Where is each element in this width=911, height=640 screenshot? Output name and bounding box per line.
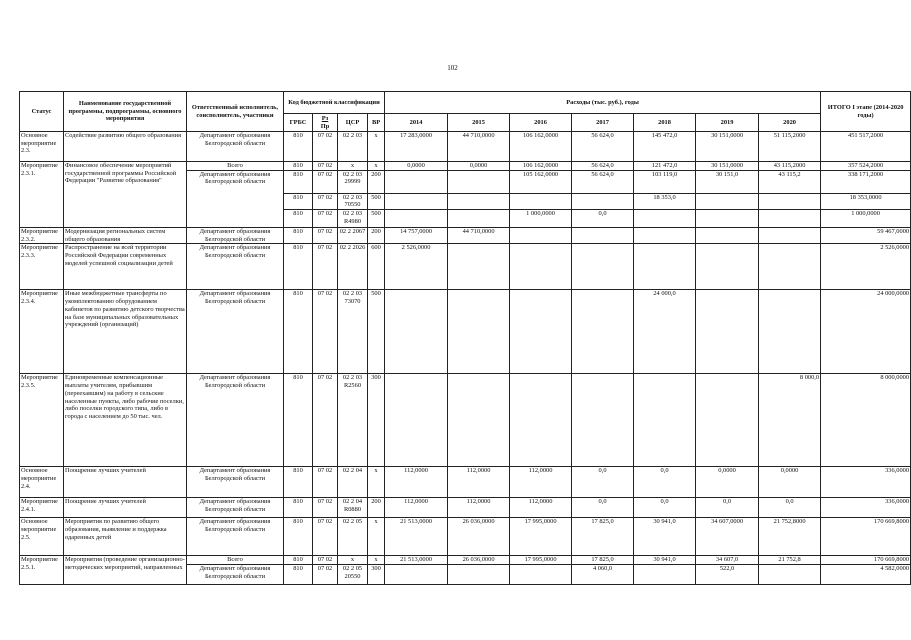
cell-name: Мероприятия по развитию общего образования, выявление и поддержка одаренных детей	[64, 518, 187, 556]
cell-grbs: 810	[284, 518, 313, 556]
cell-2017	[572, 244, 634, 290]
cell-2017: 56 624,0	[572, 132, 634, 162]
cell-total: 170 669,8000	[821, 556, 911, 565]
cell-2019	[696, 210, 759, 228]
cell-2019	[696, 228, 759, 244]
cell-csr: 02 2 03	[338, 132, 368, 162]
cell-2014: 2 526,0000	[385, 244, 448, 290]
cell-2019: 34 607,0	[696, 556, 759, 565]
cell-grbs: 810	[284, 467, 313, 498]
cell-2019: 0,0000	[696, 467, 759, 498]
cell-vr: 300	[368, 565, 385, 585]
cell-2018	[634, 565, 696, 585]
cell-2017: 0,0	[572, 467, 634, 498]
cell-grbs: 810	[284, 228, 313, 244]
cell-status: Мероприятие 2.4.1.	[20, 498, 64, 518]
cell-2014	[385, 170, 448, 193]
cell-grbs: 810	[284, 193, 313, 209]
cell-executor: Департамент образования Белгородской области	[187, 170, 284, 227]
cell-csr: 02 2 2067	[338, 228, 368, 244]
cell-2014: 17 283,0000	[385, 132, 448, 162]
cell-vr: x	[368, 518, 385, 556]
header-year-2014: 2014	[385, 114, 448, 132]
cell-rzpr: 07 02	[313, 244, 338, 290]
cell-rzpr: 07 02	[313, 518, 338, 556]
cell-status: Основное мероприятие 2.4.	[20, 467, 64, 498]
cell-2016: 112,0000	[510, 467, 572, 498]
expenses-table	[19, 91, 911, 585]
cell-grbs: 810	[284, 498, 313, 518]
cell-total: 357 524,2000	[821, 162, 911, 171]
cell-2015: 44 710,0000	[448, 228, 510, 244]
cell-vr: 200	[368, 498, 385, 518]
table-row	[20, 518, 911, 556]
cell-2016	[510, 193, 572, 209]
cell-total: 24 000,0000	[821, 290, 911, 374]
cell-rzpr: 07 02	[313, 170, 338, 193]
cell-2015	[448, 374, 510, 467]
table-row	[20, 556, 911, 565]
cell-total: 170 669,8000	[821, 518, 911, 556]
cell-2018: 103 119,0	[634, 170, 696, 193]
cell-2020: 21 752,8	[759, 556, 821, 565]
header-year-2017: 2017	[572, 114, 634, 132]
cell-status: Мероприятие 2.3.5.	[20, 374, 64, 467]
header-budget-code: Код бюджетной классификации	[284, 92, 385, 114]
table-row	[20, 228, 911, 244]
header-csr: ЦСР	[338, 114, 368, 132]
cell-csr: 02 2 03 R4980	[338, 210, 368, 228]
cell-2014	[385, 193, 448, 209]
cell-grbs: 810	[284, 170, 313, 193]
header-year-2020: 2020	[759, 114, 821, 132]
cell-total: 451 517,2000	[821, 132, 911, 162]
cell-csr: x	[338, 162, 368, 171]
cell-csr: 02 2 03 73070	[338, 290, 368, 374]
cell-2017: 4 060,0	[572, 565, 634, 585]
cell-2020	[759, 210, 821, 228]
cell-2020	[759, 244, 821, 290]
cell-2015	[448, 210, 510, 228]
cell-status: Мероприятие 2.3.4.	[20, 290, 64, 374]
header-total: ИТОГО I этапе (2014-2020 годы)	[821, 92, 911, 132]
cell-2015: 0,0000	[448, 162, 510, 171]
cell-2015	[448, 565, 510, 585]
cell-2016: 1 000,0000	[510, 210, 572, 228]
cell-2019	[696, 193, 759, 209]
cell-rzpr: 07 02	[313, 556, 338, 565]
cell-vr: 500	[368, 193, 385, 209]
cell-2017: 0,0	[572, 210, 634, 228]
cell-csr: 02 2 03 29999	[338, 170, 368, 193]
cell-rzpr: 07 02	[313, 467, 338, 498]
cell-2018: 145 472,0	[634, 132, 696, 162]
cell-vr: 600	[368, 244, 385, 290]
cell-executor: Департамент образования Белгородской области	[187, 290, 284, 374]
cell-executor: Департамент образования Белгородской области	[187, 467, 284, 498]
cell-2016: 17 995,0000	[510, 556, 572, 565]
cell-2015: 26 036,0000	[448, 556, 510, 565]
cell-vr: 300	[368, 374, 385, 467]
cell-2015	[448, 290, 510, 374]
cell-total: 1 000,0000	[821, 210, 911, 228]
cell-rzpr: 07 02	[313, 498, 338, 518]
cell-rzpr: 07 02	[313, 210, 338, 228]
cell-2019: 30 151,0000	[696, 162, 759, 171]
cell-2017: 17 825,0	[572, 518, 634, 556]
header-name: Наименование государственной программы, подпрограммы, основного мероприятия	[64, 92, 187, 132]
cell-2015	[448, 170, 510, 193]
cell-2020: 43 115,2	[759, 170, 821, 193]
cell-2020	[759, 193, 821, 209]
cell-2015	[448, 244, 510, 290]
header-status: Статус	[20, 92, 64, 132]
cell-2018	[634, 374, 696, 467]
cell-name: Поощрение лучших учителей	[64, 498, 187, 518]
table-row	[20, 244, 911, 290]
cell-csr: 02 2 03 70550	[338, 193, 368, 209]
cell-2020: 0,0000	[759, 467, 821, 498]
cell-grbs: 810	[284, 374, 313, 467]
cell-total: 2 526,0000	[821, 244, 911, 290]
cell-executor: Департамент образования Белгородской области	[187, 518, 284, 556]
cell-2014	[385, 290, 448, 374]
cell-2019: 522,0	[696, 565, 759, 585]
cell-vr: x	[368, 132, 385, 162]
cell-2015	[448, 193, 510, 209]
cell-total: 8 000,0000	[821, 374, 911, 467]
header-vr: ВР	[368, 114, 385, 132]
cell-name: Мероприятия (проведение организационно-методических мероприятий, направленных	[64, 556, 187, 585]
cell-2019: 30 151,0	[696, 170, 759, 193]
cell-2020	[759, 565, 821, 585]
cell-vr: x	[368, 162, 385, 171]
cell-executor: Департамент образования Белгородской области	[187, 244, 284, 290]
cell-2017: 56 624,0	[572, 170, 634, 193]
header-grbs: ГРБС	[284, 114, 313, 132]
cell-2014: 21 513,0000	[385, 556, 448, 565]
cell-2018: 30 941,0	[634, 556, 696, 565]
table-row	[20, 498, 911, 518]
cell-status: Основное мероприятие 2.3.	[20, 132, 64, 162]
cell-2017: 56 624,0	[572, 162, 634, 171]
cell-2017	[572, 374, 634, 467]
page-number: 102	[447, 64, 458, 72]
cell-name: Поощрение лучших учителей	[64, 467, 187, 498]
cell-rzpr: 07 02	[313, 162, 338, 171]
cell-grbs: 810	[284, 556, 313, 565]
cell-vr: 500	[368, 210, 385, 228]
cell-2014: 0,0000	[385, 162, 448, 171]
cell-executor: Департамент образования Белгородской области	[187, 374, 284, 467]
cell-2019	[696, 244, 759, 290]
cell-2018: 121 472,0	[634, 162, 696, 171]
cell-2018: 30 941,0	[634, 518, 696, 556]
cell-csr: 02 2 03 R2560	[338, 374, 368, 467]
cell-2014: 14 757,0000	[385, 228, 448, 244]
cell-2014	[385, 374, 448, 467]
cell-2018	[634, 210, 696, 228]
cell-2020: 21 752,8000	[759, 518, 821, 556]
header-executor: Ответственный исполнитель, соисполнитель, участники	[187, 92, 284, 132]
cell-executor: Департамент образования Белгородской области	[187, 498, 284, 518]
cell-2018: 0,0	[634, 498, 696, 518]
cell-name: Финансовое обеспечение мероприятий государственной программы Российской Федерации "Развитие образования"	[64, 162, 187, 228]
header-year-2015: 2015	[448, 114, 510, 132]
cell-2020: 8 000,0	[759, 374, 821, 467]
cell-2014	[385, 210, 448, 228]
cell-2015: 112,0000	[448, 498, 510, 518]
table-row	[20, 374, 911, 467]
cell-2019	[696, 374, 759, 467]
cell-2019: 30 151,0000	[696, 132, 759, 162]
header-year-2016: 2016	[510, 114, 572, 132]
cell-2016: 17 995,0000	[510, 518, 572, 556]
cell-name: Единовременные компенсационные выплаты учителям, прибывшим (переехавшим) на работу в сельские населенные пункты, либо рабочие поселки, либо поселки городского типа, либо в города с населением до 50 тыс. чел.	[64, 374, 187, 467]
cell-2014	[385, 565, 448, 585]
cell-2015: 44 710,0000	[448, 132, 510, 162]
cell-status: Мероприятие 2.3.1.	[20, 162, 64, 228]
cell-2016	[510, 565, 572, 585]
table-row	[20, 162, 911, 171]
cell-2015: 26 036,0000	[448, 518, 510, 556]
cell-executor: Департамент образования Белгородской области	[187, 132, 284, 162]
cell-rzpr: 07 02	[313, 132, 338, 162]
cell-2017: 17 825,0	[572, 556, 634, 565]
cell-rzpr: 07 02	[313, 193, 338, 209]
cell-total: 336,0000	[821, 498, 911, 518]
cell-2017	[572, 290, 634, 374]
cell-name: Распространение на всей территории Российской Федерации современных моделей успешной социализации детей	[64, 244, 187, 290]
cell-vr: x	[368, 467, 385, 498]
cell-2016	[510, 374, 572, 467]
cell-executor: Всего	[187, 556, 284, 565]
cell-2020: 0,0	[759, 498, 821, 518]
cell-csr: 02 2 04 R0880	[338, 498, 368, 518]
cell-2016: 105 162,0000	[510, 170, 572, 193]
cell-2014: 21 513,0000	[385, 518, 448, 556]
cell-total: 18 353,0000	[821, 193, 911, 209]
cell-grbs: 810	[284, 162, 313, 171]
cell-grbs: 810	[284, 210, 313, 228]
cell-2017	[572, 193, 634, 209]
cell-rzpr: 07 02	[313, 290, 338, 374]
cell-executor: Департамент образования Белгородской области	[187, 228, 284, 244]
header-year-2018: 2018	[634, 114, 696, 132]
cell-total: 336,0000	[821, 467, 911, 498]
cell-2016: 106 162,0000	[510, 132, 572, 162]
cell-2016	[510, 244, 572, 290]
cell-rzpr: 07 02	[313, 374, 338, 467]
header-year-2019: 2019	[696, 114, 759, 132]
cell-2014: 112,0000	[385, 467, 448, 498]
cell-2020: 51 115,2000	[759, 132, 821, 162]
cell-2018: 24 000,0	[634, 290, 696, 374]
cell-2018	[634, 244, 696, 290]
cell-2020	[759, 290, 821, 374]
cell-2019: 34 607,0000	[696, 518, 759, 556]
cell-csr: x	[338, 556, 368, 565]
table-row	[20, 467, 911, 498]
cell-2020: 43 115,2000	[759, 162, 821, 171]
cell-csr: 02 2 04	[338, 467, 368, 498]
table-row	[20, 132, 911, 162]
cell-2016	[510, 290, 572, 374]
header-expenses: Расходы (тыс. руб.), годы	[385, 92, 821, 114]
cell-total: 59 467,0000	[821, 228, 911, 244]
cell-grbs: 810	[284, 565, 313, 585]
cell-vr: x	[368, 556, 385, 565]
cell-2017: 0,0	[572, 498, 634, 518]
cell-2016	[510, 228, 572, 244]
cell-2014: 112,0000	[385, 498, 448, 518]
cell-grbs: 810	[284, 244, 313, 290]
cell-status: Мероприятие 2.5.1.	[20, 556, 64, 585]
cell-2016: 112,0000	[510, 498, 572, 518]
cell-status: Основное мероприятие 2.5.	[20, 518, 64, 556]
cell-2018	[634, 228, 696, 244]
cell-2019	[696, 290, 759, 374]
cell-rzpr: 07 02	[313, 228, 338, 244]
header-rz-pr: Рз Пр	[313, 114, 338, 132]
cell-status: Мероприятие 2.3.3.	[20, 244, 64, 290]
cell-vr: 500	[368, 290, 385, 374]
cell-executor: Всего	[187, 162, 284, 171]
cell-name: Содействие развитию общего образования	[64, 132, 187, 162]
cell-2019: 0,0	[696, 498, 759, 518]
cell-2018: 18 353,0	[634, 193, 696, 209]
cell-vr: 200	[368, 170, 385, 193]
cell-name: Модернизация региональных систем общего образования	[64, 228, 187, 244]
cell-vr: 200	[368, 228, 385, 244]
cell-total: 4 582,0000	[821, 565, 911, 585]
cell-name: Иные межбюджетные трансферты по укомплектованию оборудованием кабинетов по развитию детского творчества на базе муниципальных образовательных учреждений (организаций)	[64, 290, 187, 374]
cell-status: Мероприятие 2.3.2.	[20, 228, 64, 244]
cell-executor: Департамент образования Белгородской области	[187, 565, 284, 585]
cell-total: 338 171,2000	[821, 170, 911, 193]
cell-rzpr: 07 02	[313, 565, 338, 585]
table-row	[20, 290, 911, 374]
cell-csr: 02 2 2026	[338, 244, 368, 290]
cell-grbs: 810	[284, 290, 313, 374]
cell-csr: 02 2 05	[338, 518, 368, 556]
cell-grbs: 810	[284, 132, 313, 162]
cell-csr: 02 2 05 20550	[338, 565, 368, 585]
cell-2020	[759, 228, 821, 244]
cell-2016: 106 162,0000	[510, 162, 572, 171]
cell-2017	[572, 228, 634, 244]
cell-2015: 112,0000	[448, 467, 510, 498]
cell-2018: 0,0	[634, 467, 696, 498]
